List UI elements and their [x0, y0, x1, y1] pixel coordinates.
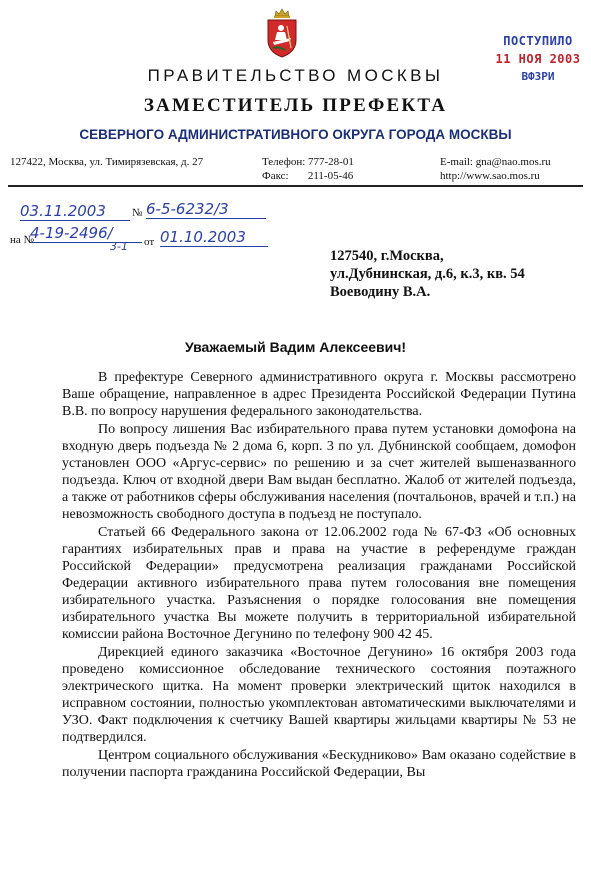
outgoing-number: 6-5-6232/3	[146, 200, 266, 219]
letterhead-divider	[8, 185, 583, 187]
incoming-date: 01.10.2003	[160, 228, 268, 247]
number-label: №	[132, 207, 143, 219]
salutation: Уважаемый Вадим Алексеевич!	[184, 339, 407, 355]
letterhead-website: http://www.sao.mos.ru	[440, 170, 540, 182]
letterhead-phone-fax	[262, 155, 354, 183]
body-paragraph-1: В префектуре Северного административного округа г. Москвы рассмотрено Ваше обращение, направленное в адрес Президента Российской Федерации Путина В.В. по вопросу нарушения федерального законодательства.	[62, 370, 576, 419]
recipient-city: 127540, г.Москва,	[330, 248, 444, 264]
office-title: ЗАМЕСТИТЕЛЬ ПРЕФЕКТА	[143, 95, 448, 116]
body-paragraph-3: Статьей 66 Федерального закона от 12.06.2002 года № 67-ФЗ «Об основных гарантиях избирательных прав и права на участие в референдуме граждан Российской Федерации» предусмотрена реализация гражданами Российской Федерации активного избирательного права путем голосования вне помещения избирательного участка. Разъяснения о порядке голосования вне помещения избирательного участка Вы можете получить в территориальной избирательной комиссии района Восточное Дегунино по телефону 900 42 45.	[62, 525, 576, 642]
letterhead-address: 127422, Москва, ул. Тимирязевская, д. 27	[10, 156, 204, 168]
district-title: СЕВЕРНОГО АДМИНИСТРАТИВНОГО ОКРУГА ГОРОДА МОСКВЫ	[79, 127, 512, 142]
incoming-number-sub: 3-1	[110, 240, 128, 253]
outgoing-date: 03.11.2003	[20, 202, 130, 221]
recipient-block	[330, 247, 525, 301]
body-paragraph-2: По вопросу лишения Вас избирательного права путем установки домофона на входную дверь подъезда № 2 дома 6, корп. 3 по ул. Дубнинской сообщаем, домофон установлен ООО «Аргус-сервис» по решению и за счет жителей вышеназванного подъезда. Ключ от входной двери Вам выдан бесплатно. Жалоб от жителей подъезда, а также от работников сферы обслуживания населения (почтальонов, врачей и т.п.) на невозможность свободного доступа в подъезд не поступало.	[62, 422, 576, 522]
from-label: от	[144, 236, 155, 248]
letterhead-email: E-mail: gna@nao.mos.ru	[440, 156, 551, 168]
body-paragraph-5: Центром социального обслуживания «Бескудниково» Вам оказано содействие в получении паспорта гражданина Российской Федерации, Вы	[62, 748, 576, 780]
recipient-street: ул.Дубнинская, д.6, к.3, кв. 54	[330, 266, 525, 282]
incoming-number: 4-19-2496/	[30, 224, 142, 243]
government-title: ПРАВИТЕЛЬСТВО МОСКВЫ	[147, 66, 444, 85]
recipient-name: Воеводину В.А.	[330, 284, 431, 300]
letterhead-email-web	[440, 155, 551, 183]
moscow-coat-of-arms-icon	[265, 8, 299, 58]
stamp-date: 11 НОЯ 2003	[495, 52, 581, 66]
body-paragraph-4: Дирекцией единого заказчика «Восточное Дегунино» 16 октября 2003 года проведено комиссионное обследование технического состояния поэтажного электрического щитка. На момент проверки электрический щиток находился в исправном состоянии, полностью укомплектован автоматическими выключателями и УЗО. Факт подключения к счетчику Вашей квартиры жильцами квартиры № 53 не подтвердился.	[62, 645, 576, 745]
letter-body	[62, 369, 576, 782]
stamp-department: ВФЗРИ	[521, 70, 555, 83]
letterhead-fax: Факс: 211-05-46	[262, 170, 354, 182]
letterhead-phone: Телефон: 777-28-01	[262, 156, 354, 168]
reply-to-label: на №	[10, 234, 35, 246]
stamp-received-label: ПОСТУПИЛО	[503, 34, 573, 48]
